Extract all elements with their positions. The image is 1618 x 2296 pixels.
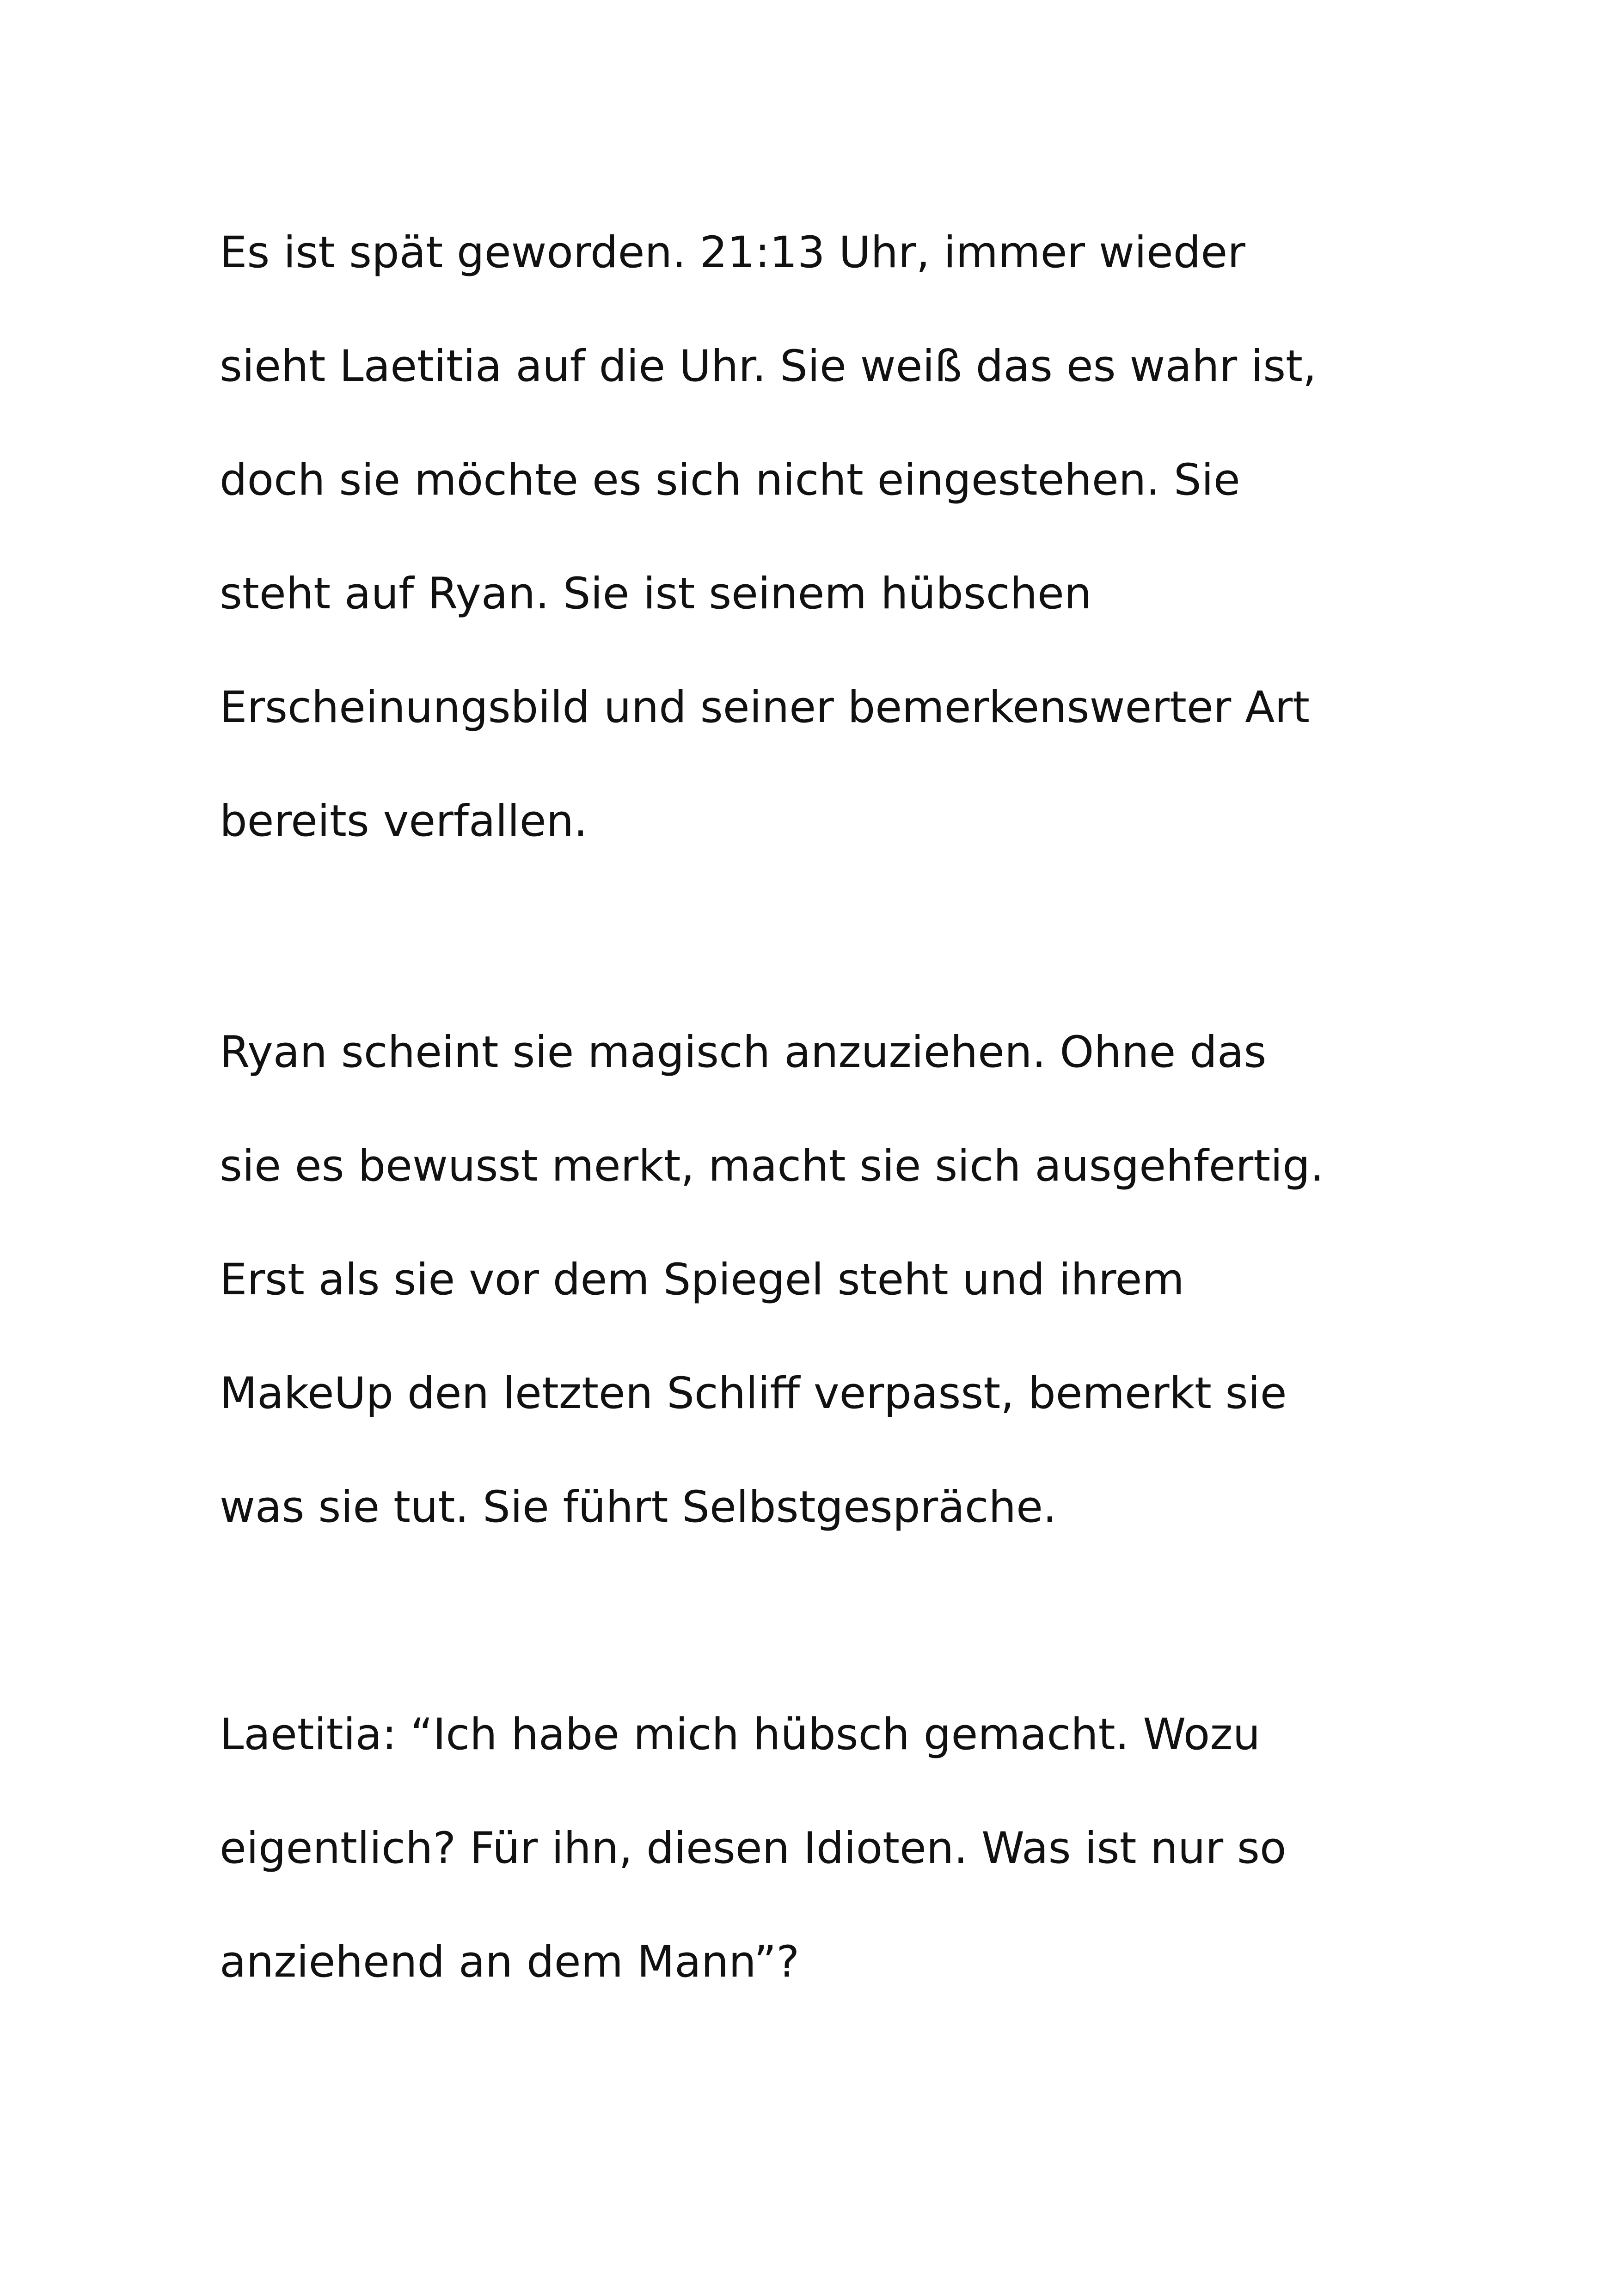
paragraph-line: Es ist spät geworden. 21:13 Uhr, immer wieder <box>220 227 1245 278</box>
paragraph-line: Ryan scheint sie magisch anzuziehen. Ohne das <box>220 1027 1267 1078</box>
paragraph-line: Erscheinungsbild und seiner bemerkenswerter Art <box>220 682 1310 733</box>
paragraph-line: Erst als sie vor dem Spiegel steht und ihrem <box>220 1255 1184 1305</box>
paragraph-line: sieht Laetitia auf die Uhr. Sie weiß das es wahr ist, <box>220 341 1317 392</box>
paragraph-line: eigentlich? Für ihn, diesen Idioten. Was ist nur so <box>220 1823 1287 1874</box>
paragraph-line: MakeUp den letzten Schliff verpasst, bemerkt sie <box>220 1368 1287 1419</box>
paragraph-line: Laetitia: “Ich habe mich hübsch gemacht. Wozu <box>220 1709 1261 1760</box>
paragraph-line: bereits verfallen. <box>220 796 588 846</box>
paragraph-line: doch sie möchte es sich nicht eingestehen. Sie <box>220 455 1240 505</box>
paragraph-line: sie es bewusst merkt, macht sie sich ausgehfertig. <box>220 1141 1324 1191</box>
paragraph-3 <box>220 1678 1468 2019</box>
paragraph-line: anziehend an dem Mann”? <box>220 1937 800 1987</box>
paragraph-line: was sie tut. Sie führt Selbstgespräche. <box>220 1482 1057 1532</box>
paragraph-1 <box>220 196 1468 878</box>
paragraph-2 <box>220 996 1468 1564</box>
paragraph-line: steht auf Ryan. Sie ist seinem hübschen <box>220 569 1092 619</box>
